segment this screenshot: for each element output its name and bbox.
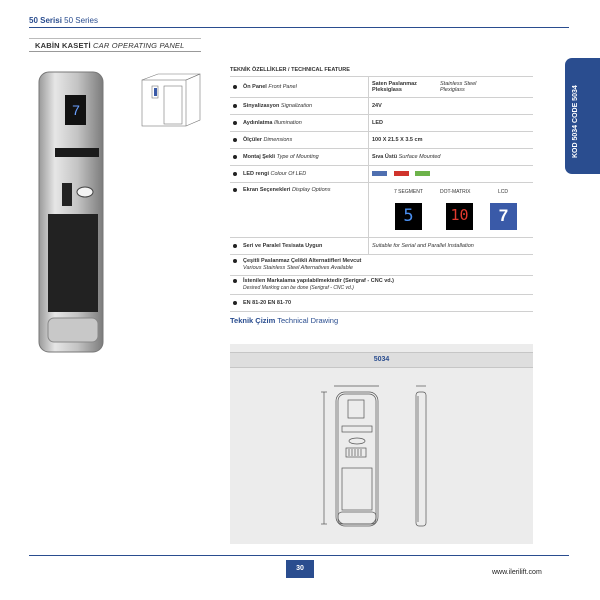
table-row: Çeşitli Paslanmaz Çelikli Alternatifleri Mevcut Various Stainless Steel Alternatives Available xyxy=(230,255,533,276)
display-label: 7 SEGMENT xyxy=(394,189,423,195)
table-row: Seri ve Paralel Tesisata Uygun Suitable for Serial and Parallel Installation xyxy=(230,238,533,255)
table-row: Montaj Şekli Type of Mounting Sıva Üstü Surface Mounted xyxy=(230,149,533,166)
spec-title: TEKNİK ÖZELLİKLER / TECHNICAL FEATURE xyxy=(230,67,350,73)
svg-text:7: 7 xyxy=(72,102,80,118)
dot-matrix-display: 10 xyxy=(446,203,473,230)
table-row: İstenilen Markalama yapılabilmektedir (Serigraf - CNC vd.) Desired Marking can be done (Serigraf - CNC vd.) xyxy=(230,276,533,295)
table-row: Ekran Seçenekleri Display Options 7 SEGMENT DOT-MATRIX LCD 5 10 7 xyxy=(230,183,533,238)
led-blue-swatch xyxy=(372,171,387,176)
technical-drawing xyxy=(318,382,448,532)
cabin-sketch xyxy=(140,72,202,128)
seven-segment-display: 5 xyxy=(395,203,422,230)
table-row: Sinyalizasyon Signalization 24V xyxy=(230,98,533,115)
series-title: 50 Serisi 50 Series xyxy=(29,16,98,25)
product-photo xyxy=(36,70,106,355)
website-link[interactable]: www.ilerilift.com xyxy=(492,569,542,576)
footer-rule xyxy=(29,555,569,556)
header-rule xyxy=(29,27,569,28)
spec-table xyxy=(230,76,533,312)
drawing-code-bar: 5034 xyxy=(230,352,533,368)
lcd-display: 7 xyxy=(490,203,517,230)
table-row: Ölçüler Dimensions 100 X 21.5 X 3.5 cm xyxy=(230,132,533,149)
side-code-tab: KOD 5034 CODE 5034 xyxy=(565,58,600,174)
led-green-swatch xyxy=(415,171,430,176)
table-row: LED rengi Colour Of LED xyxy=(230,166,533,183)
subtitle-rule-top xyxy=(29,38,201,39)
table-row: EN 81-20 EN 81-70 xyxy=(230,295,533,312)
led-red-swatch xyxy=(394,171,409,176)
drawing-title: Teknik Çizim Technical Drawing xyxy=(230,316,339,325)
table-row: Ön Panel Front Panel Saten Paslanmaz Pleksiglass Stainless Steel Plexiglass xyxy=(230,77,533,98)
subtitle: KABİN KASETİ CAR OPERATING PANEL xyxy=(35,41,185,50)
display-label: LCD xyxy=(498,189,509,195)
display-label: DOT-MATRIX xyxy=(440,189,471,195)
subtitle-rule xyxy=(29,51,201,52)
page-number: 30 xyxy=(286,560,314,578)
table-row: Aydınlatma Illumination LED xyxy=(230,115,533,132)
